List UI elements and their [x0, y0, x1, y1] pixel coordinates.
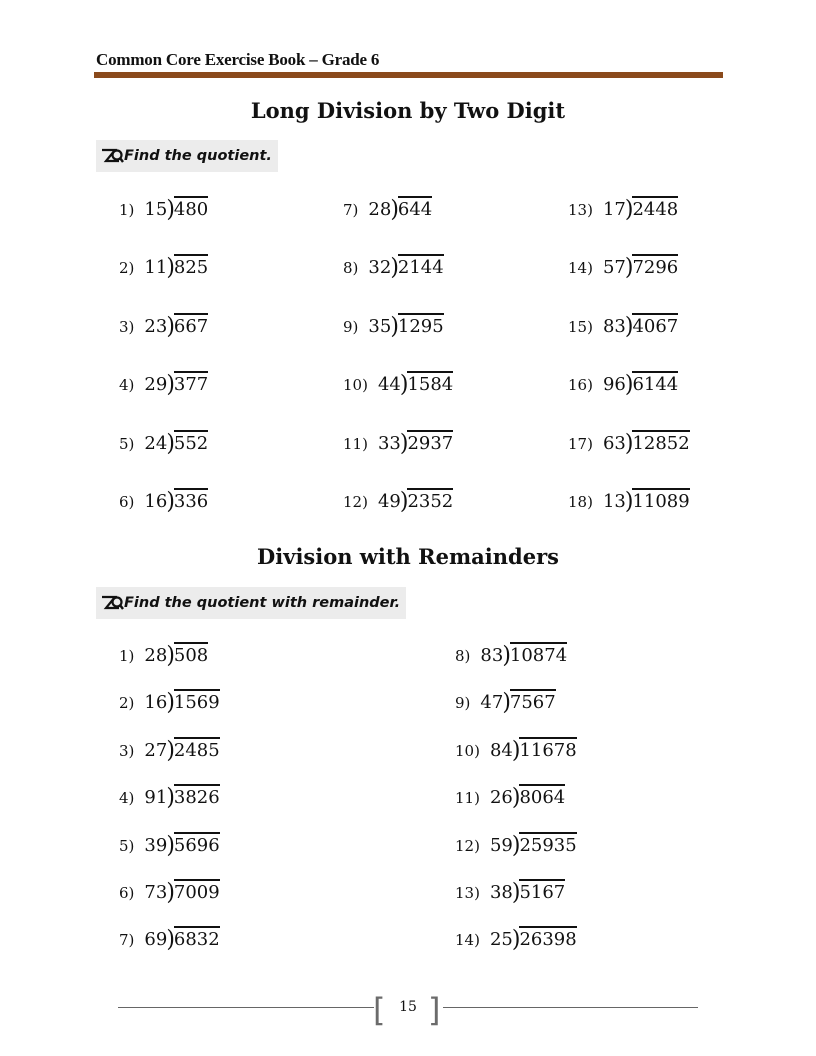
dividend: 2485 — [174, 737, 220, 761]
division-bracket: ) — [166, 313, 175, 340]
division-problem — [343, 254, 444, 282]
dividend: 25935 — [519, 832, 576, 856]
problem-number: 3) — [119, 741, 135, 760]
dividend: 7567 — [510, 689, 556, 713]
problem-number: 8) — [455, 647, 471, 665]
divisor: 35 — [368, 315, 392, 337]
problem-number: 17) — [568, 434, 593, 453]
division-bracket: ) — [624, 371, 634, 398]
divisor: 13 — [602, 491, 626, 512]
section-title-remainders: Division with Remainders — [257, 544, 559, 569]
dividend: 11678 — [519, 737, 576, 761]
dividend: 552 — [174, 430, 208, 454]
divisor: 84 — [489, 739, 513, 761]
dividend: 11089 — [632, 488, 689, 512]
division-problem — [568, 430, 690, 455]
dividend: 2144 — [398, 254, 444, 278]
division-bracket: ) — [166, 371, 175, 398]
divisor: 33 — [377, 432, 401, 454]
division-problem — [119, 196, 208, 221]
dividend: 825 — [174, 254, 208, 278]
divisor: 16 — [144, 692, 168, 714]
divisor: 38 — [489, 882, 513, 903]
dividend: 7009 — [174, 879, 220, 903]
divisor: 11 — [144, 257, 168, 279]
instruction-text: Find the quotient. — [124, 148, 272, 164]
divisor: 47 — [480, 692, 504, 714]
division-bracket: ) — [624, 196, 634, 223]
division-problem — [119, 832, 220, 857]
divisor: 24 — [144, 432, 168, 454]
dividend: 7296 — [632, 254, 678, 278]
dividend: 4067 — [632, 313, 678, 337]
dividend: 1584 — [407, 371, 453, 395]
division-problem — [119, 371, 208, 396]
division-problem — [568, 196, 678, 221]
dividend: 8064 — [519, 784, 565, 808]
division-bracket: ) — [166, 784, 175, 811]
page-number: 15 — [399, 999, 417, 1015]
division-problem — [343, 371, 453, 396]
division-problem — [455, 642, 567, 667]
division-problem — [343, 313, 444, 338]
problem-number: 10) — [455, 741, 480, 760]
problem-number: 14) — [455, 931, 480, 950]
division-bracket: ) — [624, 488, 634, 515]
dividend: 6832 — [174, 926, 220, 950]
division-problem — [455, 926, 577, 954]
division-problem — [455, 832, 577, 857]
dividend: 1295 — [398, 313, 444, 337]
divisor: 25 — [489, 929, 513, 951]
problem-number: 5) — [119, 434, 135, 453]
problem-number: 6) — [119, 884, 135, 902]
problem-number: 6) — [119, 493, 135, 511]
divisor: 27 — [144, 739, 168, 761]
problem-number: 11) — [343, 434, 368, 453]
dividend: 644 — [398, 196, 432, 220]
divisor: 23 — [144, 315, 168, 337]
divisor: 15 — [144, 199, 168, 220]
dividend: 10874 — [510, 642, 567, 666]
header-rule — [94, 72, 723, 78]
divisor: 32 — [368, 257, 392, 279]
dividend: 336 — [174, 488, 208, 512]
divisor: 59 — [489, 834, 513, 856]
divisor: 39 — [144, 834, 168, 856]
division-bracket: ) — [166, 196, 175, 223]
divisor: 44 — [377, 374, 401, 396]
instruction-box — [96, 140, 278, 172]
divisor: 26 — [489, 787, 513, 809]
problem-number: 4) — [119, 376, 135, 395]
divisor: 57 — [602, 257, 626, 279]
problem-number: 3) — [119, 317, 135, 336]
divisor: 83 — [602, 315, 626, 337]
problem-number: 14) — [568, 259, 593, 278]
problem-number: 12) — [343, 493, 368, 511]
dividend: 480 — [174, 196, 208, 220]
problem-number: 4) — [119, 789, 135, 808]
footer-rule-right — [443, 1007, 698, 1008]
problem-number: 13) — [568, 201, 593, 219]
division-bracket: ) — [624, 254, 634, 282]
division-problem — [343, 196, 432, 221]
footer-rule-left — [118, 1007, 374, 1008]
division-bracket: ) — [390, 196, 399, 223]
division-bracket: ) — [166, 488, 175, 515]
problem-number: 1) — [119, 201, 135, 219]
divisor: 17 — [602, 199, 626, 220]
dividend: 508 — [174, 642, 208, 666]
divisor: 16 — [144, 491, 168, 512]
division-problem — [119, 430, 208, 455]
division-bracket: ) — [511, 879, 521, 906]
division-problem — [119, 926, 220, 954]
book-title: Common Core Exercise Book – Grade 6 — [96, 50, 380, 69]
division-bracket: ) — [624, 313, 634, 340]
pencil-icon — [100, 146, 124, 166]
dividend: 2937 — [407, 430, 453, 454]
division-problem — [568, 313, 678, 338]
divisor: 29 — [144, 374, 168, 396]
division-bracket: ) — [166, 689, 175, 717]
instruction-text: Find the quotient with remainder. — [124, 595, 401, 611]
divisor: 63 — [602, 432, 626, 454]
division-problem — [568, 371, 678, 396]
divisor: 28 — [144, 645, 168, 666]
problem-number: 7) — [119, 931, 135, 950]
division-bracket: ) — [502, 642, 511, 669]
divisor: 69 — [144, 929, 168, 951]
division-bracket: ) — [399, 488, 409, 515]
division-bracket: ) — [624, 429, 634, 457]
divisor: 91 — [144, 787, 168, 809]
division-bracket: ) — [166, 831, 175, 859]
problem-number: 9) — [455, 694, 471, 713]
division-bracket: ) — [166, 737, 175, 764]
division-problem — [568, 488, 690, 513]
division-problem — [455, 689, 556, 717]
division-bracket: ) — [166, 429, 175, 457]
division-problem — [343, 430, 453, 455]
division-bracket: ) — [502, 689, 511, 717]
division-problem — [119, 879, 220, 904]
division-problem — [119, 488, 208, 513]
problem-number: 1) — [119, 647, 135, 665]
divisor: 96 — [602, 374, 626, 396]
division-bracket: ) — [166, 642, 175, 669]
dividend: 6144 — [632, 371, 678, 395]
dividend: 667 — [174, 313, 208, 337]
division-bracket: ) — [166, 926, 175, 954]
division-problem — [455, 737, 577, 762]
division-bracket: ) — [511, 737, 521, 764]
division-bracket: ) — [399, 371, 409, 398]
division-problem — [455, 879, 565, 904]
division-problem — [119, 254, 209, 282]
dividend: 2448 — [632, 196, 678, 220]
division-problem — [343, 488, 453, 513]
dividend: 377 — [174, 371, 208, 395]
division-bracket: ) — [390, 254, 399, 282]
dividend: 5696 — [174, 832, 220, 856]
dividend: 3826 — [174, 784, 220, 808]
division-bracket: ) — [511, 784, 521, 811]
problem-number: 2) — [119, 259, 135, 278]
dividend: 1569 — [174, 689, 220, 713]
dividend: 26398 — [519, 926, 576, 950]
division-bracket: ) — [166, 879, 175, 906]
division-bracket: ) — [511, 926, 521, 954]
divisor: 28 — [368, 199, 392, 220]
divisor: 83 — [480, 645, 504, 666]
divisor: 49 — [377, 491, 401, 512]
division-bracket: ) — [399, 429, 409, 457]
dividend: 5167 — [519, 879, 565, 903]
division-bracket: ) — [166, 254, 175, 282]
problem-number: 10) — [343, 376, 368, 395]
division-problem — [119, 737, 220, 762]
problem-number: 13) — [455, 884, 480, 902]
problem-number: 16) — [568, 376, 593, 395]
instruction-box — [96, 587, 406, 619]
division-problem — [119, 642, 208, 667]
division-bracket: ) — [390, 313, 399, 340]
footer-bracket-left: [ — [373, 991, 386, 1029]
problem-number: 5) — [119, 836, 135, 855]
dividend: 12852 — [632, 430, 689, 454]
problem-number: 18) — [568, 493, 593, 511]
division-problem — [119, 689, 220, 717]
division-problem — [568, 254, 679, 282]
problem-number: 15) — [568, 317, 593, 336]
section-title-long-division: Long Division by Two Digit — [250, 98, 566, 123]
divisor: 73 — [144, 882, 168, 903]
dividend: 2352 — [407, 488, 453, 512]
pencil-icon — [100, 593, 124, 613]
problem-number: 2) — [119, 694, 135, 713]
problem-number: 9) — [343, 317, 359, 336]
problem-number: 8) — [343, 259, 359, 278]
division-bracket: ) — [511, 831, 521, 859]
problem-number: 7) — [343, 201, 359, 219]
problem-number: 11) — [455, 789, 480, 808]
division-problem — [455, 784, 565, 809]
division-problem — [119, 784, 220, 809]
problem-number: 12) — [455, 836, 480, 855]
footer-bracket-right: ] — [428, 991, 441, 1029]
division-problem — [119, 313, 208, 338]
